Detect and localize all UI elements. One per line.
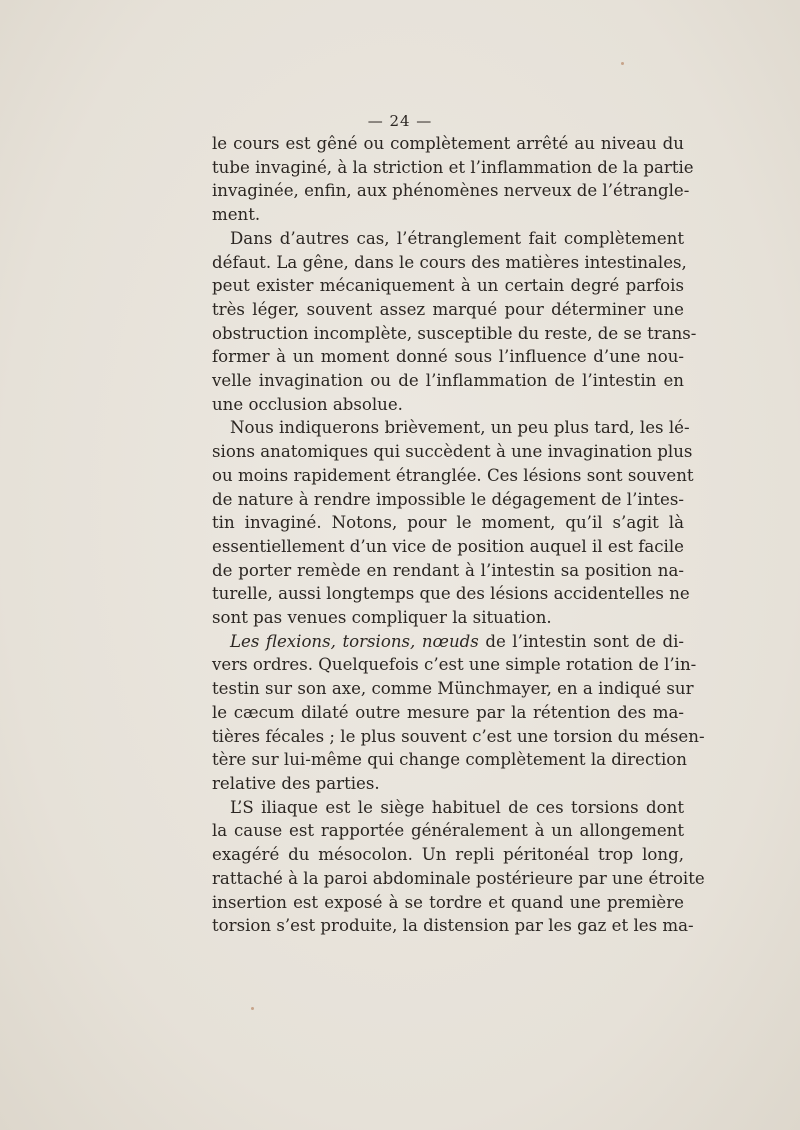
text-line: tin invaginé. Notons, pour le moment, qu’il s’agit là (212, 513, 684, 533)
first-line-rest: de l’intestin sont de di- (478, 631, 684, 651)
text-line: insertion est exposé à se tordre et quand une première (212, 892, 684, 912)
text-line: exagéré du mésocolon. Un repli péritonéal trop long, (212, 845, 684, 865)
text-line: défaut. La gêne, dans le cours des matières intestinales, (212, 252, 687, 272)
text-line: tières fécales ; le plus souvent c’est une torsion du mésen- (212, 726, 705, 746)
text-line: rattaché à la paroi abdominale postérieure par une étroite (212, 868, 705, 888)
text-line: torsion s’est produite, la distension par les gaz et les ma- (212, 916, 694, 936)
text-line: sont pas venues compliquer la situation. (212, 608, 552, 628)
text-line: ou moins rapidement étranglée. Ces lésions sont souvent (212, 465, 694, 485)
text-line: peut exister mécaniquement à un certain degré parfois (212, 276, 684, 296)
text-line (212, 630, 684, 654)
paragraph-2 (212, 227, 697, 417)
paper-speck (251, 1007, 254, 1010)
paragraph-5 (212, 796, 705, 938)
text-line: de porter remède en rendant à l’intestin sa position na- (212, 560, 684, 580)
text-line: le cæcum dilaté outre mesure par la rétention des ma- (212, 702, 684, 722)
text-line: Nous indiquerons brièvement, un peu plus tard, les lé- (230, 418, 690, 438)
body-text (212, 132, 705, 938)
text-line: ment. (212, 205, 261, 225)
text-line: turelle, aussi longtemps que des lésions accidentelles ne (212, 584, 690, 604)
text-line: obstruction incomplète, susceptible du reste, de se trans- (212, 323, 697, 343)
text-line: une occlusion absolue. (212, 394, 403, 414)
text-line: tube invaginé, à la striction et l’inflammation de la partie (212, 157, 694, 177)
paper-speck (621, 62, 624, 65)
italic-lead: Les flexions, torsions, nœuds (230, 631, 479, 651)
paragraph-4 (212, 630, 705, 796)
paragraph-3 (212, 416, 694, 629)
text-line: sions anatomiques qui succèdent à une invagination plus (212, 442, 693, 462)
text-line: former à un moment donné sous l’influence d’une nou- (212, 347, 684, 367)
text-line: invaginée, enfin, aux phénomènes nerveux de l’étrangle- (212, 181, 690, 201)
text-line: testin sur son axe, comme Münchmayer, en a indiqué sur (212, 679, 694, 699)
text-line: la cause est rapportée généralement à un allongement (212, 821, 684, 841)
text-line: tère sur lui-même qui change complètement la direction (212, 750, 687, 770)
text-line: relative des parties. (212, 773, 380, 793)
paragraph-1 (212, 132, 694, 227)
text-line: vers ordres. Quelquefois c’est une simple rotation de l’in- (212, 655, 697, 675)
text-line: Dans d’autres cas, l’étranglement fait complètement (230, 228, 684, 248)
text-line: de nature à rendre impossible le dégagement de l’intes- (212, 489, 684, 509)
page-number: — 24 — (367, 112, 433, 130)
text-line: velle invagination ou de l’inflammation de l’intestin en (212, 371, 684, 391)
text-line: essentiellement d’un vice de position auquel il est facile (212, 536, 684, 556)
text-line: le cours est gêné ou complètement arrêté au niveau du (212, 134, 684, 153)
text-line: L’S iliaque est le siège habituel de ces torsions dont (230, 797, 684, 817)
text-line: très léger, souvent assez marqué pour déterminer une (212, 299, 684, 319)
